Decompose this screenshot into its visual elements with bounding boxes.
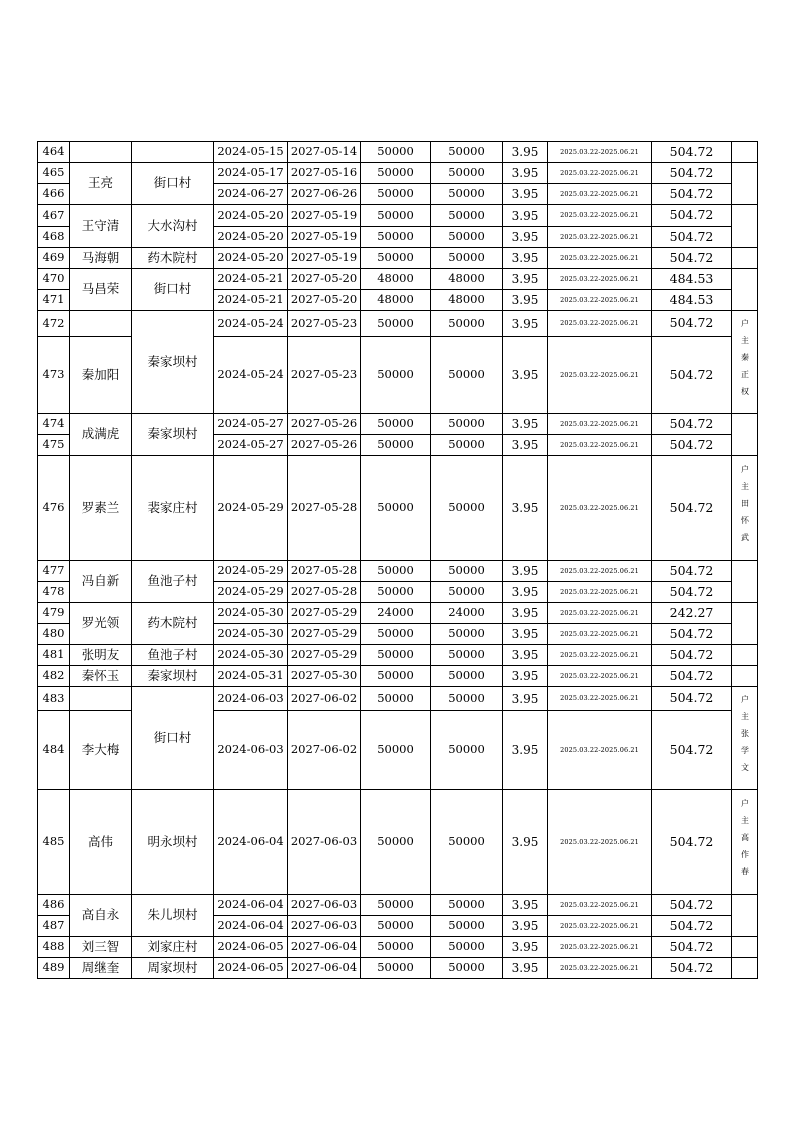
cell-loan: 50000 [361,916,431,937]
table-row [38,456,758,561]
cell-rate: 3.95 [503,603,548,624]
table-row [38,958,758,979]
cell-no: 478 [38,582,70,603]
cell-no: 467 [38,205,70,227]
cell-no: 479 [38,603,70,624]
cell-interest: 484.53 [652,269,732,290]
cell-interest: 504.72 [652,916,732,937]
cell-loan: 50000 [361,248,431,269]
cell-end: 2027-06-03 [288,895,361,916]
cell-end: 2027-06-03 [288,790,361,895]
cell-period: 2025.03.22-2025.06.21 [548,666,652,687]
cell-interest: 504.72 [652,624,732,645]
cell-start: 2024-05-30 [214,603,288,624]
cell-name: 成满虎 [70,414,132,456]
cell-loan: 50000 [361,311,431,337]
table-row [38,666,758,687]
cell-loan: 50000 [361,142,431,163]
cell-no: 484 [38,711,70,790]
cell-period: 2025.03.22-2025.06.21 [548,184,652,205]
cell-start: 2024-05-29 [214,456,288,561]
cell-interest: 504.72 [652,790,732,895]
cell-balance: 50000 [431,311,503,337]
cell-start: 2024-05-27 [214,435,288,456]
cell-interest: 504.72 [652,645,732,666]
cell-start: 2024-05-30 [214,645,288,666]
cell-loan: 50000 [361,184,431,205]
cell-note [732,248,758,269]
cell-start: 2024-05-24 [214,337,288,414]
cell-start: 2024-05-21 [214,269,288,290]
cell-period: 2025.03.22-2025.06.21 [548,937,652,958]
cell-loan: 48000 [361,290,431,311]
cell-start: 2024-05-24 [214,311,288,337]
cell-rate: 3.95 [503,937,548,958]
cell-no: 489 [38,958,70,979]
note-text: 户主田怀武 [740,464,750,550]
cell-interest: 504.72 [652,895,732,916]
cell-end: 2027-05-19 [288,248,361,269]
cell-end: 2027-05-28 [288,456,361,561]
cell-balance: 24000 [431,603,503,624]
table-row [38,414,758,435]
cell-village: 明永坝村 [132,790,214,895]
cell-rate: 3.95 [503,435,548,456]
cell-rate: 3.95 [503,205,548,227]
cell-start: 2024-06-03 [214,711,288,790]
cell-name: 冯自新 [70,561,132,603]
cell-no: 481 [38,645,70,666]
cell-note [732,790,758,895]
cell-village: 药木院村 [132,248,214,269]
cell-interest: 504.72 [652,582,732,603]
cell-period: 2025.03.22-2025.06.21 [548,582,652,603]
cell-end: 2027-05-19 [288,227,361,248]
cell-loan: 50000 [361,456,431,561]
cell-rate: 3.95 [503,666,548,687]
cell-interest: 504.72 [652,414,732,435]
cell-start: 2024-05-30 [214,624,288,645]
cell-end: 2027-05-26 [288,414,361,435]
cell-note [732,561,758,603]
cell-name: 李大梅 [70,711,132,790]
cell-interest: 504.72 [652,666,732,687]
cell-rate: 3.95 [503,269,548,290]
cell-interest: 504.72 [652,163,732,184]
cell-interest: 504.72 [652,205,732,227]
cell-loan: 50000 [361,624,431,645]
cell-period: 2025.03.22-2025.06.21 [548,290,652,311]
cell-period: 2025.03.22-2025.06.21 [548,603,652,624]
cell-interest: 504.72 [652,248,732,269]
cell-name: 秦怀玉 [70,666,132,687]
cell-interest: 504.72 [652,456,732,561]
cell-interest: 504.72 [652,311,732,337]
cell-balance: 50000 [431,666,503,687]
cell-name: 罗素兰 [70,456,132,561]
cell-no: 466 [38,184,70,205]
cell-period: 2025.03.22-2025.06.21 [548,248,652,269]
cell-balance: 50000 [431,456,503,561]
cell-village: 街口村 [132,163,214,205]
cell-village: 刘家庄村 [132,937,214,958]
cell-rate: 3.95 [503,790,548,895]
cell-end: 2027-05-23 [288,337,361,414]
cell-village: 药木院村 [132,603,214,645]
cell-loan: 50000 [361,561,431,582]
cell-end: 2027-05-29 [288,624,361,645]
table-row [38,895,758,916]
cell-interest: 504.72 [652,561,732,582]
cell-note [732,958,758,979]
cell-loan: 50000 [361,337,431,414]
cell-start: 2024-06-04 [214,790,288,895]
cell-no: 472 [38,311,70,337]
cell-note [732,937,758,958]
cell-rate: 3.95 [503,414,548,435]
cell-no: 483 [38,687,70,711]
cell-balance: 50000 [431,790,503,895]
cell-end: 2027-05-29 [288,603,361,624]
table-row [38,269,758,290]
cell-period: 2025.03.22-2025.06.21 [548,958,652,979]
cell-start: 2024-05-27 [214,414,288,435]
cell-balance: 50000 [431,895,503,916]
cell-period: 2025.03.22-2025.06.21 [548,227,652,248]
cell-name [70,142,132,163]
cell-no: 475 [38,435,70,456]
cell-interest: 504.72 [652,937,732,958]
cell-no: 468 [38,227,70,248]
cell-start: 2024-05-20 [214,248,288,269]
cell-no: 488 [38,937,70,958]
cell-period: 2025.03.22-2025.06.21 [548,311,652,337]
cell-village: 裴家庄村 [132,456,214,561]
cell-loan: 50000 [361,582,431,603]
cell-loan: 50000 [361,790,431,895]
cell-start: 2024-05-15 [214,142,288,163]
cell-loan: 50000 [361,435,431,456]
cell-start: 2024-06-05 [214,937,288,958]
cell-end: 2027-05-19 [288,205,361,227]
cell-period: 2025.03.22-2025.06.21 [548,163,652,184]
cell-balance: 50000 [431,248,503,269]
cell-note [732,603,758,645]
cell-period: 2025.03.22-2025.06.21 [548,337,652,414]
cell-rate: 3.95 [503,561,548,582]
cell-village: 鱼池子村 [132,561,214,603]
cell-name: 秦加阳 [70,337,132,414]
cell-balance: 50000 [431,205,503,227]
cell-period: 2025.03.22-2025.06.21 [548,916,652,937]
table-row [38,937,758,958]
cell-village [132,142,214,163]
cell-name: 刘三智 [70,937,132,958]
cell-loan: 50000 [361,414,431,435]
cell-village: 朱儿坝村 [132,895,214,937]
cell-period: 2025.03.22-2025.06.21 [548,269,652,290]
cell-balance: 50000 [431,414,503,435]
cell-interest: 504.72 [652,142,732,163]
table-row [38,205,758,227]
cell-end: 2027-05-23 [288,311,361,337]
cell-name: 王守清 [70,205,132,248]
cell-no: 474 [38,414,70,435]
cell-period: 2025.03.22-2025.06.21 [548,895,652,916]
cell-village: 秦家坝村 [132,666,214,687]
table-row [38,561,758,582]
cell-start: 2024-06-03 [214,687,288,711]
cell-period: 2025.03.22-2025.06.21 [548,711,652,790]
cell-interest: 242.27 [652,603,732,624]
cell-end: 2027-05-28 [288,582,361,603]
cell-end: 2027-06-02 [288,687,361,711]
cell-name: 张明友 [70,645,132,666]
cell-name [70,687,132,711]
cell-note [732,687,758,790]
cell-name [70,311,132,337]
cell-note [732,645,758,666]
cell-start: 2024-05-29 [214,582,288,603]
cell-start: 2024-06-04 [214,916,288,937]
cell-loan: 50000 [361,645,431,666]
cell-no: 487 [38,916,70,937]
cell-no: 473 [38,337,70,414]
cell-balance: 50000 [431,687,503,711]
cell-interest: 504.72 [652,687,732,711]
cell-note [732,456,758,561]
cell-village: 大水沟村 [132,205,214,248]
cell-interest: 504.72 [652,711,732,790]
table-row [38,603,758,624]
table-row [38,687,758,711]
cell-note [732,414,758,456]
cell-balance: 50000 [431,582,503,603]
cell-end: 2027-06-04 [288,958,361,979]
cell-period: 2025.03.22-2025.06.21 [548,790,652,895]
cell-loan: 50000 [361,163,431,184]
cell-end: 2027-05-28 [288,561,361,582]
cell-rate: 3.95 [503,248,548,269]
cell-rate: 3.95 [503,895,548,916]
cell-balance: 50000 [431,624,503,645]
cell-rate: 3.95 [503,142,548,163]
table-row [38,790,758,895]
cell-start: 2024-05-17 [214,163,288,184]
table-row [38,163,758,184]
cell-balance: 50000 [431,163,503,184]
cell-balance: 50000 [431,937,503,958]
cell-rate: 3.95 [503,456,548,561]
cell-balance: 50000 [431,435,503,456]
cell-period: 2025.03.22-2025.06.21 [548,687,652,711]
cell-period: 2025.03.22-2025.06.21 [548,142,652,163]
cell-village: 周家坝村 [132,958,214,979]
cell-balance: 50000 [431,142,503,163]
cell-rate: 3.95 [503,311,548,337]
cell-village: 街口村 [132,687,214,790]
cell-end: 2027-05-30 [288,666,361,687]
cell-rate: 3.95 [503,687,548,711]
cell-period: 2025.03.22-2025.06.21 [548,624,652,645]
cell-balance: 50000 [431,227,503,248]
cell-period: 2025.03.22-2025.06.21 [548,561,652,582]
cell-loan: 50000 [361,205,431,227]
cell-rate: 3.95 [503,958,548,979]
cell-balance: 48000 [431,290,503,311]
cell-loan: 50000 [361,937,431,958]
cell-name: 高自永 [70,895,132,937]
cell-name: 周继奎 [70,958,132,979]
cell-note [732,142,758,163]
cell-village: 秦家坝村 [132,311,214,414]
cell-start: 2024-06-05 [214,958,288,979]
cell-start: 2024-05-20 [214,227,288,248]
cell-rate: 3.95 [503,163,548,184]
cell-note [732,205,758,248]
cell-name: 马海朝 [70,248,132,269]
table-row [38,142,758,163]
cell-note [732,163,758,205]
cell-village: 鱼池子村 [132,645,214,666]
cell-end: 2027-05-29 [288,645,361,666]
cell-rate: 3.95 [503,582,548,603]
cell-period: 2025.03.22-2025.06.21 [548,414,652,435]
cell-end: 2027-05-20 [288,269,361,290]
cell-interest: 484.53 [652,290,732,311]
note-text: 户主高作春 [740,798,750,884]
cell-rate: 3.95 [503,711,548,790]
cell-rate: 3.95 [503,337,548,414]
cell-loan: 50000 [361,687,431,711]
cell-note [732,269,758,311]
cell-loan: 50000 [361,958,431,979]
cell-loan: 50000 [361,227,431,248]
cell-start: 2024-05-20 [214,205,288,227]
cell-rate: 3.95 [503,645,548,666]
cell-name: 罗光领 [70,603,132,645]
cell-note [732,311,758,414]
cell-no: 470 [38,269,70,290]
cell-village: 街口村 [132,269,214,311]
cell-interest: 504.72 [652,227,732,248]
cell-no: 486 [38,895,70,916]
cell-interest: 504.72 [652,337,732,414]
cell-start: 2024-05-29 [214,561,288,582]
cell-village: 秦家坝村 [132,414,214,456]
cell-name: 马昌荣 [70,269,132,311]
note-text: 户主张学文 [740,694,750,780]
cell-no: 485 [38,790,70,895]
cell-period: 2025.03.22-2025.06.21 [548,435,652,456]
cell-loan: 24000 [361,603,431,624]
table-row [38,248,758,269]
cell-loan: 50000 [361,666,431,687]
cell-start: 2024-06-04 [214,895,288,916]
cell-balance: 50000 [431,645,503,666]
cell-end: 2027-05-16 [288,163,361,184]
cell-no: 476 [38,456,70,561]
cell-rate: 3.95 [503,624,548,645]
table-row [38,311,758,337]
cell-period: 2025.03.22-2025.06.21 [548,456,652,561]
table-row [38,645,758,666]
cell-rate: 3.95 [503,916,548,937]
cell-start: 2024-06-27 [214,184,288,205]
cell-interest: 504.72 [652,958,732,979]
cell-no: 482 [38,666,70,687]
cell-no: 464 [38,142,70,163]
table-body [38,142,758,979]
cell-end: 2027-06-26 [288,184,361,205]
cell-rate: 3.95 [503,290,548,311]
cell-loan: 50000 [361,895,431,916]
cell-name: 王亮 [70,163,132,205]
cell-end: 2027-05-14 [288,142,361,163]
cell-no: 480 [38,624,70,645]
cell-no: 477 [38,561,70,582]
cell-interest: 504.72 [652,435,732,456]
cell-end: 2027-05-20 [288,290,361,311]
cell-end: 2027-06-02 [288,711,361,790]
cell-period: 2025.03.22-2025.06.21 [548,645,652,666]
cell-interest: 504.72 [652,184,732,205]
cell-no: 469 [38,248,70,269]
cell-period: 2025.03.22-2025.06.21 [548,205,652,227]
cell-note [732,666,758,687]
cell-balance: 50000 [431,711,503,790]
cell-balance: 50000 [431,958,503,979]
cell-no: 465 [38,163,70,184]
cell-end: 2027-06-03 [288,916,361,937]
note-text: 户主秦正权 [740,318,750,404]
cell-start: 2024-05-31 [214,666,288,687]
cell-balance: 48000 [431,269,503,290]
cell-loan: 48000 [361,269,431,290]
cell-balance: 50000 [431,337,503,414]
cell-start: 2024-05-21 [214,290,288,311]
cell-name: 高伟 [70,790,132,895]
cell-rate: 3.95 [503,227,548,248]
cell-balance: 50000 [431,916,503,937]
cell-note [732,895,758,937]
cell-end: 2027-06-04 [288,937,361,958]
cell-end: 2027-05-26 [288,435,361,456]
cell-balance: 50000 [431,184,503,205]
cell-loan: 50000 [361,711,431,790]
cell-no: 471 [38,290,70,311]
cell-rate: 3.95 [503,184,548,205]
cell-balance: 50000 [431,561,503,582]
loan-interest-table [37,141,758,979]
